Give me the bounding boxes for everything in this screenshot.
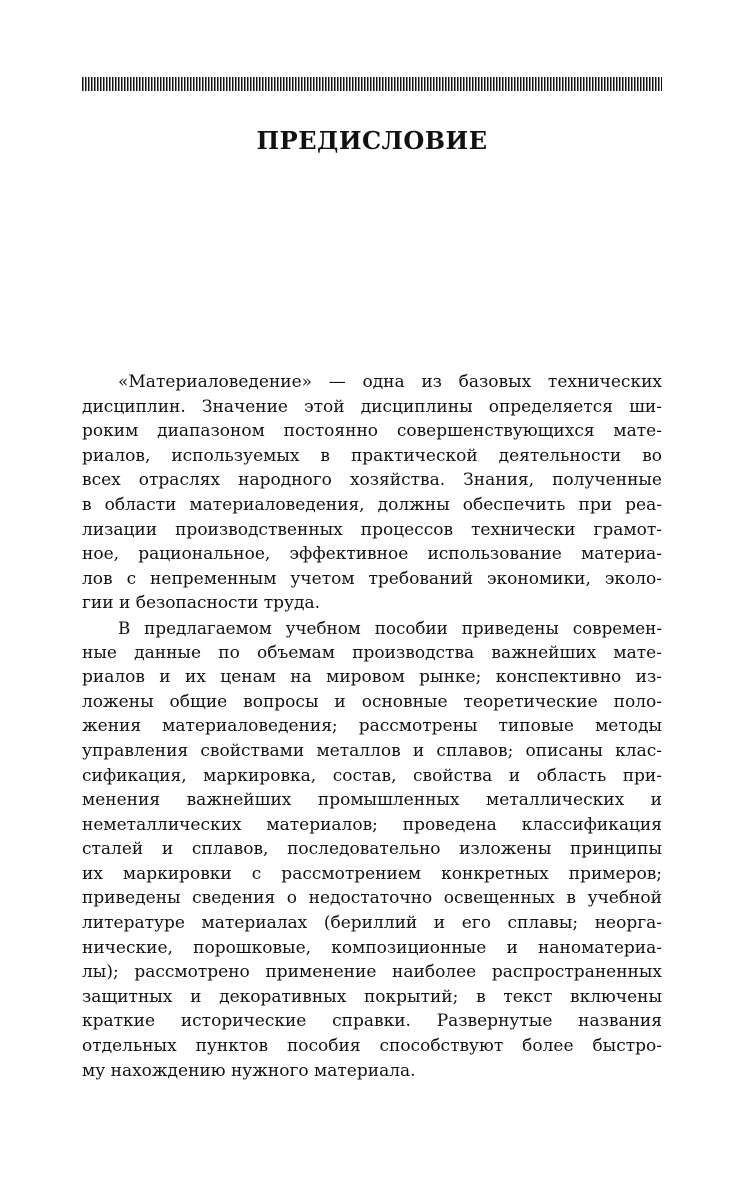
text-line: управления свойствами металлов и сплавов; описаны клас- <box>82 740 662 761</box>
text-line: в области материаловедения, должны обеспечить при реа- <box>82 494 662 515</box>
text-line: краткие исторические справки. Развернутые названия <box>82 1011 662 1032</box>
text-line: ные данные по объемам производства важнейших мате- <box>82 642 662 663</box>
text-line: литературе материалах (бериллий и его сплавы; неорга- <box>82 913 662 934</box>
paragraph-1 <box>82 370 662 616</box>
text-line: сификация, маркировка, состав, свойства и область при- <box>82 765 662 786</box>
text-line: менения важнейших промышленных металлических и <box>82 790 662 811</box>
text-line: лы); рассмотрено применение наиболее распространенных <box>82 962 662 983</box>
text-line: защитных и декоративных покрытий; в текст включены <box>82 986 662 1007</box>
text-line: нические, порошковые, композиционные и наноматериа- <box>82 937 662 958</box>
body-text <box>82 370 662 1083</box>
text-line: сталей и сплавов, последовательно изложены принципы <box>82 839 662 860</box>
text-line: «Материаловедение» — одна из базовых технических <box>118 372 662 392</box>
text-line: жения материаловедения; рассмотрены типовые методы <box>82 716 662 737</box>
text-line: риалов, используемых в практической деятельности во <box>82 445 662 466</box>
text-line: ное, рациональное, эффективное использование материа- <box>82 544 662 565</box>
text-line: ложены общие вопросы и основные теоретические поло- <box>82 691 662 712</box>
text-line: В предлагаемом учебном пособии приведены современ- <box>118 617 662 638</box>
text-line: отдельных пунктов пособия способствуют более быстро- <box>82 1036 662 1057</box>
paragraph-2 <box>82 616 662 1083</box>
text-line: гии и безопасности труда. <box>82 593 321 614</box>
text-line: лизации производственных процессов технически грамот- <box>82 519 662 540</box>
text-line: всех отраслях народного хозяйства. Знания, полученные <box>82 470 662 491</box>
text-line: роким диапазоном постоянно совершенствующихся мате- <box>82 421 662 442</box>
text-line: лов с непременным учетом требований экономики, эколо- <box>82 568 662 589</box>
text-line: дисциплин. Значение этой дисциплины определяется ши- <box>82 396 662 417</box>
text-line: му нахождению нужного материала. <box>82 1060 416 1081</box>
page-title: ПРЕДИСЛОВИЕ <box>256 126 488 155</box>
decorative-header-rule <box>82 77 662 91</box>
text-line: приведены сведения о недостаточно освещенных в учебной <box>82 888 662 909</box>
text-line: их маркировки с рассмотрением конкретных примеров; <box>82 863 662 884</box>
text-line: риалов и их ценам на мировом рынке; конспективно из- <box>82 667 662 688</box>
text-line: неметаллических материалов; проведена классификация <box>82 814 662 835</box>
